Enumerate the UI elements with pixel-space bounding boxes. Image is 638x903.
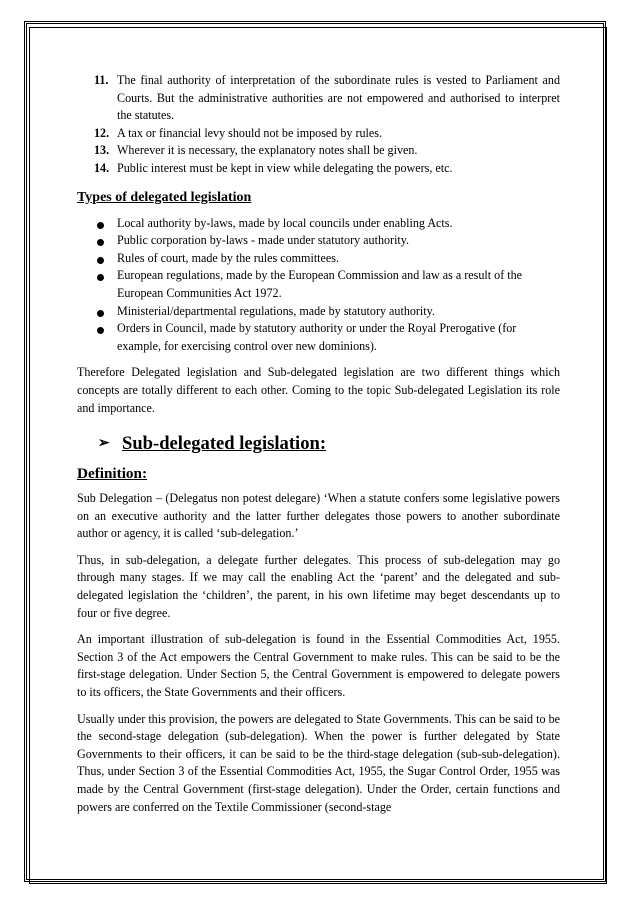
bullet-icon (97, 222, 104, 229)
paragraph: Sub Delegation – (Delegatus non potest delegare) ‘When a statute confers some legislative powers on an executive authority and the latter further delegates those powers to another subordinate author or agency, it is called ‘sub-delegation.’ (77, 491, 560, 541)
bullet-icon (97, 310, 104, 317)
paragraph: Usually under this provision, the powers are delegated to State Governments. This can be said to be the second-stage delegation (sub-delegation). When the power is further delegated by State Governments to their officers, it can be said to be the third-stage delegation (sub-sub-delegation). Thus, under Section 3 of the Essential Commodities Act, 1955, the Sugar Control Order, 1955 was made by the Central Government (first-stage delegation). Under the Order, certain functions and powers are conferred on the Textile Commissioner (second-stage (77, 711, 560, 814)
item-number: 13. (94, 143, 110, 158)
item-text: The final authority of interpretation of the subordinate rules is vested to Parliament and Courts. But the administrative authorities are not empowered and authorised to interpret the statutes. (117, 73, 560, 123)
types-list (77, 215, 560, 356)
list-item (77, 267, 560, 302)
sub-delegated-heading (77, 432, 560, 456)
item-text: Public interest must be kept in view while delegating the powers, etc. (117, 160, 453, 175)
bullet-icon (97, 327, 104, 334)
list-item (77, 232, 560, 250)
item-number: 11. (94, 73, 109, 87)
list-item (77, 125, 560, 143)
item-number: 12. (94, 125, 110, 140)
paragraph: Thus, in sub-delegation, a delegate further delegates. This process of sub-delegation may go through many stages. If we may call the enabling Act the ‘parent’ and the delegated and sub-delegated legislation the ‘children’, the parent, in his own lifetime may beget descendants up to four or five degree. (77, 552, 560, 620)
item-text: Wherever it is necessary, the explanatory notes shall be given. (117, 143, 418, 158)
item-text: European regulations, made by the European Commission and law as a result of the European Communities Act 1972. (117, 268, 523, 300)
list-item (77, 215, 560, 233)
item-text: Rules of court, made by the rules committees. (117, 250, 339, 265)
list-item (77, 250, 560, 268)
item-number: 14. (94, 160, 110, 175)
arrow-bullet-icon: ➢ (98, 436, 110, 452)
item-text: Ministerial/departmental regulations, made by statutory authority. (117, 303, 435, 318)
list-item (77, 320, 560, 355)
list-item (77, 303, 560, 321)
paragraph: An important illustration of sub-delegation is found in the Essential Commodities Act, 1955. Section 3 of the Act empowers the Central Government to make rules. This can be said to be the first-stage delegation. Under Section 5, the Central Government is empowered to delegate powers to its officers, the State Governments and their officers. (77, 632, 560, 700)
bullet-icon (97, 257, 104, 264)
document-body (77, 72, 560, 816)
item-text: Local authority by-laws, made by local councils under enabling Acts. (117, 215, 453, 230)
list-item (77, 72, 560, 125)
definition-heading: Definition: (77, 465, 148, 483)
bullet-icon (97, 274, 104, 281)
list-item (77, 160, 560, 178)
bullet-icon (97, 239, 104, 246)
list-item (77, 142, 560, 160)
types-heading: Types of delegated legislation (77, 189, 252, 205)
intro-paragraph: Therefore Delegated legislation and Sub-delegated legislation are two different things which concepts are totally different to each other. Coming to the topic Sub-delegated Legislation its role and importance. (77, 365, 560, 415)
item-text: Public corporation by-laws - made under statutory authority. (117, 233, 410, 248)
rules-list (77, 72, 560, 178)
item-text: Orders in Council, made by statutory authority or under the Royal Prerogative (for example, for exercising control over new dominions). (117, 321, 517, 353)
sub-delegated-title: Sub-delegated legislation: (122, 433, 327, 455)
item-text: A tax or financial levy should not be imposed by rules. (117, 125, 383, 140)
